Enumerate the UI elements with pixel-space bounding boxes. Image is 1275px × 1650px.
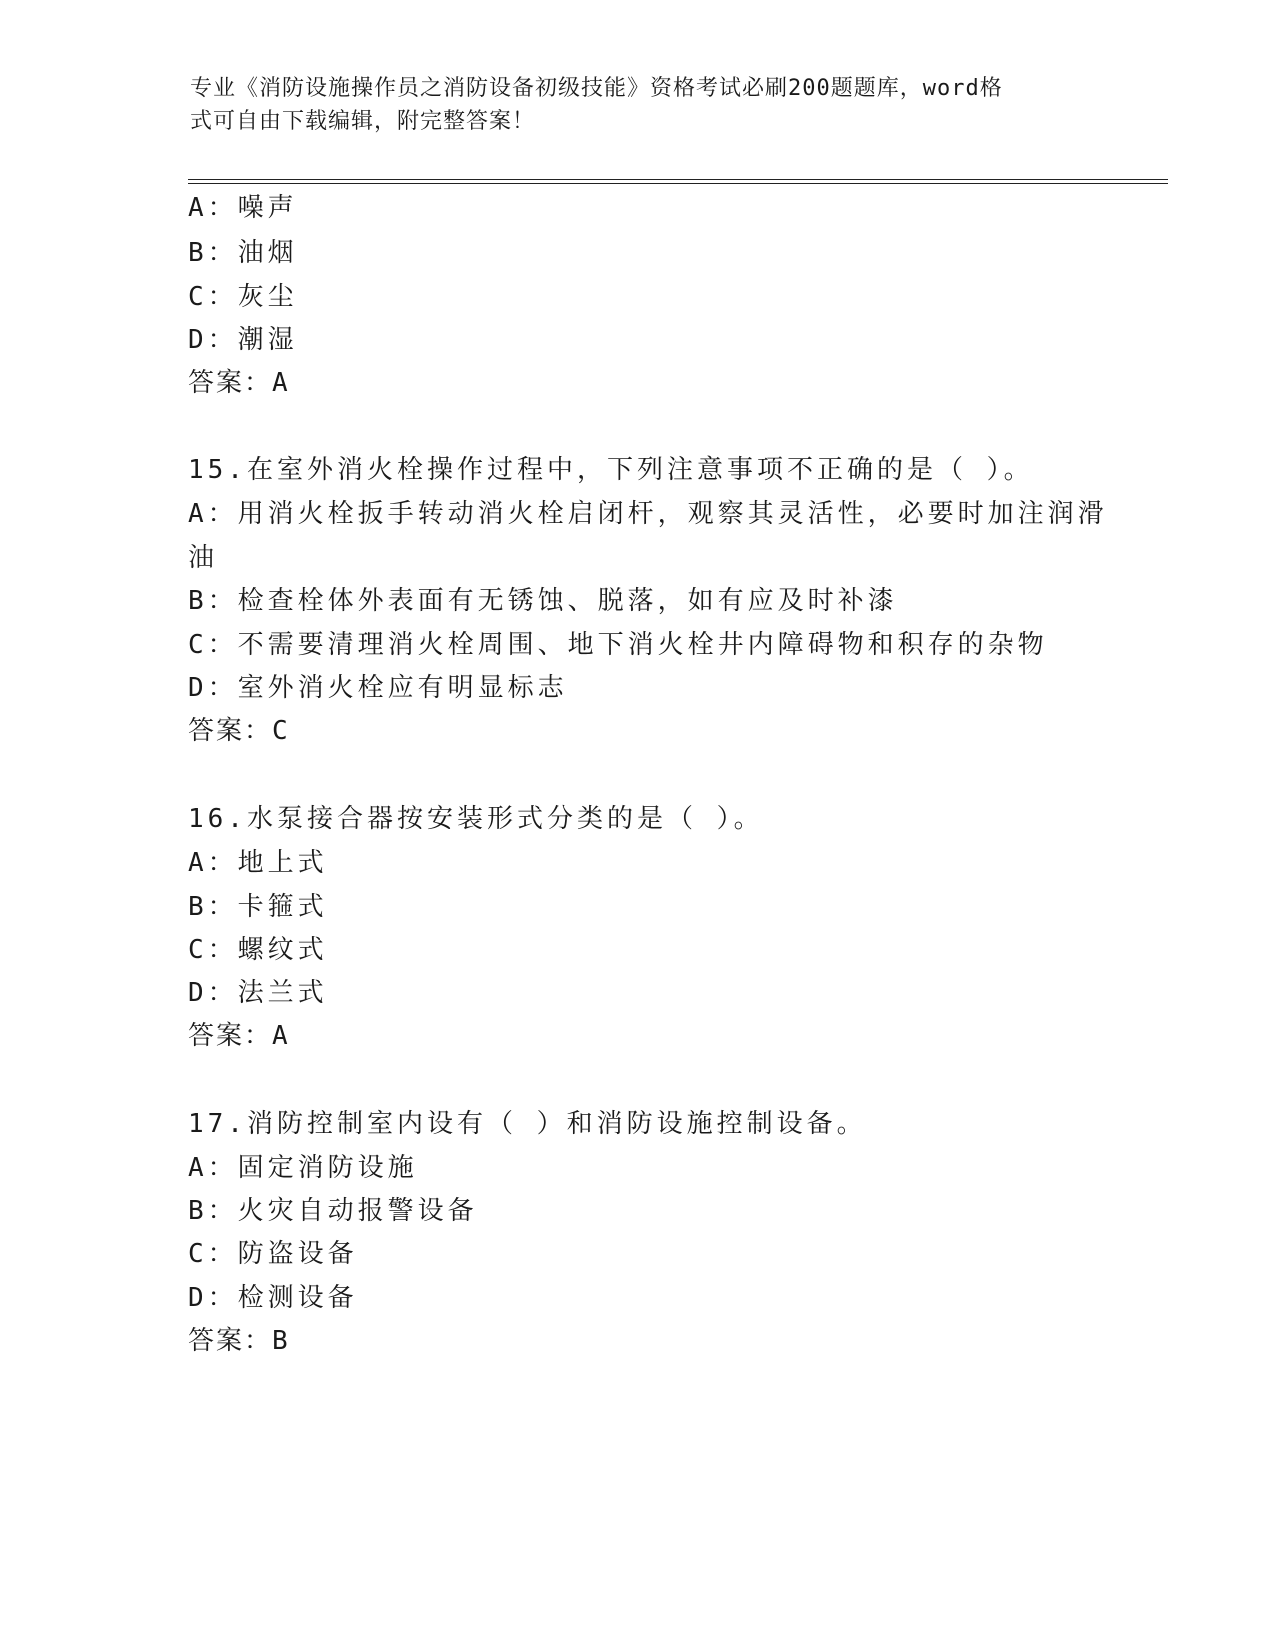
q17-option-a: A：固定消防设施 [188,1153,418,1183]
q16-answer: 答案：A [188,1021,290,1051]
q15-option-d: D：室外消火栓应有明显标志 [188,673,568,703]
q15-option-a-line2: 油 [188,543,219,573]
q14-option-b: B：油烟 [188,238,298,268]
q15-option-c: C：不需要清理消火栓周围、地下消火栓井内障碍物和积存的杂物 [188,630,1048,660]
header-line-1: 专业《消防设施操作员之消防设备初级技能》资格考试必刷200题题库，word格 [190,76,1003,101]
q16-option-d: D：法兰式 [188,978,328,1008]
q14-option-a: A：噪声 [188,193,298,223]
q17-option-d: D：检测设备 [188,1283,358,1313]
header-line-2: 式可自由下载编辑，附完整答案！ [190,109,536,134]
q15-question: 15.在室外消火栓操作过程中，下列注意事项不正确的是（ ）。 [188,455,1034,485]
q15-option-a-line1: A：用消火栓扳手转动消火栓启闭杆，观察其灵活性，必要时加注润滑 [188,499,1108,529]
q17-question: 17.消防控制室内设有（ ）和消防设施控制设备。 [188,1109,867,1139]
q17-option-b: B：火灾自动报警设备 [188,1196,478,1226]
q15-option-b: B：检查栓体外表面有无锈蚀、脱落，如有应及时补漆 [188,586,898,616]
q14-option-c: C：灰尘 [188,282,298,312]
q16-option-a: A：地上式 [188,848,328,878]
header-rule-top [188,179,1168,180]
header-rule-bottom [188,183,1168,184]
q16-question: 16.水泵接合器按安装形式分类的是（ ）。 [188,804,764,834]
q15-answer: 答案：C [188,716,290,746]
q17-answer: 答案：B [188,1326,290,1356]
page-header [190,72,1090,138]
q17-option-c: C：防盗设备 [188,1239,358,1269]
q14-option-d: D：潮湿 [188,325,298,355]
q16-option-b: B：卡箍式 [188,892,328,922]
q14-answer: 答案：A [188,368,290,398]
q16-option-c: C：螺纹式 [188,935,328,965]
